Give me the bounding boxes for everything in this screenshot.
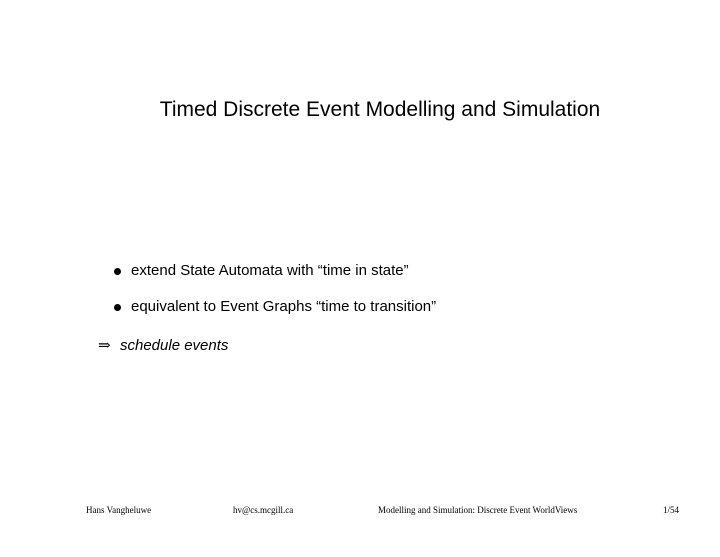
- bullet-text: extend State Automata with “time in state”: [131, 262, 409, 279]
- conclusion-line: [98, 334, 228, 357]
- footer-email: hv@cs.mcgill.ca: [233, 505, 294, 515]
- bullet-text: equivalent to Event Graphs “time to transition”: [131, 298, 437, 315]
- footer-page-number: 1/54: [663, 505, 680, 515]
- bullet-icon: [114, 268, 121, 275]
- bullet-icon: [114, 304, 121, 311]
- conclusion-text: schedule events: [120, 337, 229, 354]
- slide-title: Timed Discrete Event Modelling and Simulation: [159, 98, 601, 121]
- footer-author: Hans Vangheluwe: [86, 505, 152, 515]
- implies-arrow-icon: ⇒: [98, 336, 111, 354]
- footer-course-title: Modelling and Simulation: Discrete Event WorldViews: [378, 505, 578, 515]
